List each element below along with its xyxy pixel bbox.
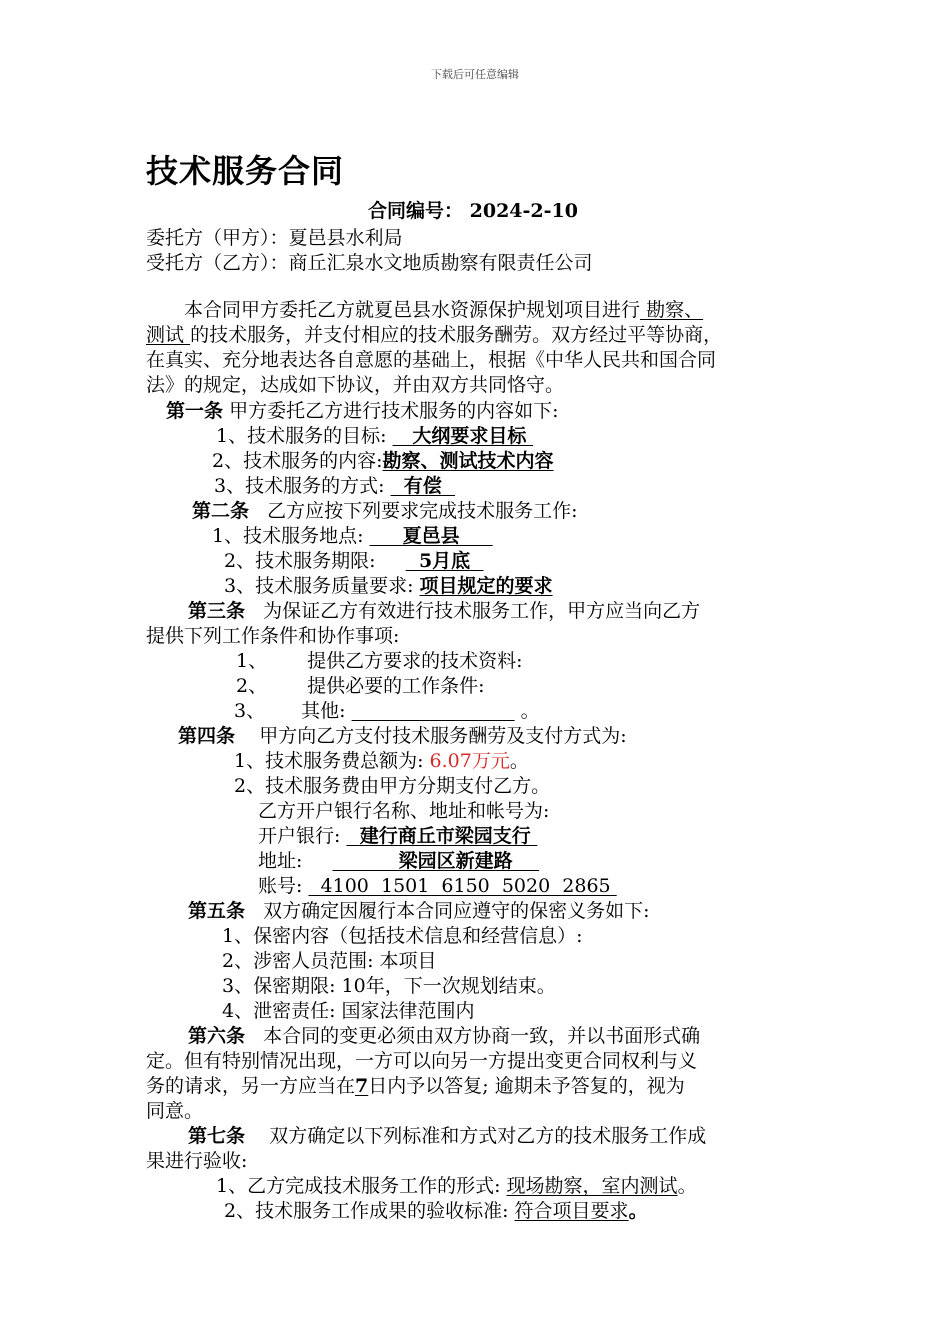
article-4-item-1 xyxy=(234,749,529,773)
bank-account-number: 4100 1501 6150 5020 2865 xyxy=(320,875,611,897)
article-6 xyxy=(188,1024,700,1048)
item-value-text: 有偿 xyxy=(403,475,442,497)
bank-account-value xyxy=(308,875,616,897)
item-value xyxy=(393,425,534,447)
item-value: 符合项目要求 xyxy=(514,1200,629,1222)
page-header-note: 下载后可任意编辑 xyxy=(431,68,519,81)
contractor-line xyxy=(146,251,593,275)
item-value: 项目规定的要求 xyxy=(419,575,553,597)
article-7-item-2 xyxy=(224,1199,648,1223)
intro-line-2 xyxy=(146,323,722,347)
article-2-item-3 xyxy=(224,574,553,598)
intro-line-4: 法》的规定，达成如下协议，并由双方共同恪守。 xyxy=(146,374,565,396)
article-4 xyxy=(178,724,627,748)
item-end: 。 xyxy=(509,750,529,772)
item-value-text: 大纲要求目标 xyxy=(412,425,527,447)
article-1-heading: 第一条 xyxy=(166,400,224,422)
item-text: 提供乙方要求的技术资料: xyxy=(307,650,523,672)
item-label: 1、乙方完成技术服务工作的形式: xyxy=(216,1175,501,1197)
client-line xyxy=(146,226,403,250)
client-value: 夏邑县水利局 xyxy=(288,227,403,249)
article-3-text: 为保证乙方有效进行技术服务工作，甲方应当向乙方 xyxy=(263,600,701,622)
item-value-text: 5月底 xyxy=(418,550,471,572)
article-2-item-2 xyxy=(224,549,483,573)
item-end: 。 xyxy=(677,1175,697,1197)
article-4-item-2: 2、技术服务费由甲方分期支付乙方。 xyxy=(234,775,551,797)
item-label: 2、技术服务的内容: xyxy=(212,450,383,472)
bank-name-label: 开户银行: xyxy=(258,825,341,847)
article-6-heading: 第六条 xyxy=(188,1025,246,1047)
intro-line-3: 在真实、充分地表达各自意愿的基础上，根据《中华人民共和国合同 xyxy=(146,349,717,371)
article-7-heading: 第七条 xyxy=(188,1125,246,1147)
intro-text: 的技术服务，并支付相应的技术服务酬劳。双方经过平等协商， xyxy=(190,324,723,346)
item-value xyxy=(391,475,455,497)
article-1-text: 甲方委托乙方进行技术服务的内容如下: xyxy=(229,400,559,422)
item-end: 。 xyxy=(628,1200,648,1222)
article-1-item-3 xyxy=(214,474,455,498)
article-6-line-2: 定。但有特别情况出现，一方可以向另一方提出变更合同权利与义 xyxy=(146,1050,698,1072)
intro-service-type-text: 勘察、 xyxy=(646,299,704,321)
intro-text: 本合同甲方委托乙方就夏邑县水资源保护规划项目进行 xyxy=(184,299,641,321)
article-3-heading: 第三条 xyxy=(188,600,246,622)
item-number: 2、 xyxy=(236,675,268,697)
intro-service-type-text: 测试 xyxy=(146,324,185,346)
bank-account-label: 账号: xyxy=(258,875,303,897)
article-6-text: 本合同的变更必须由双方协商一致，并以书面形式确 xyxy=(263,1025,701,1047)
article-1-item-1 xyxy=(216,424,533,448)
item-number: 3、 xyxy=(234,700,266,722)
article-3-text-2: 提供下列工作条件和协作事项: xyxy=(146,625,400,647)
article-3-item-3 xyxy=(234,699,540,723)
article-2-item-1 xyxy=(212,524,493,548)
bank-address-line xyxy=(258,849,539,873)
article-6-text: 日内予以答复; 逾期未予答复的，视为 xyxy=(368,1075,685,1097)
article-1 xyxy=(166,399,558,423)
item-label: 2、技术服务期限: xyxy=(224,550,376,572)
article-1-item-2 xyxy=(212,449,554,473)
item-end: 。 xyxy=(520,700,540,722)
article-3 xyxy=(188,599,700,623)
item-number: 1、 xyxy=(236,650,268,672)
article-7-item-1 xyxy=(216,1174,697,1198)
article-5-item-3: 3、保密期限: 10年，下一次规划结束。 xyxy=(222,975,556,997)
article-6-text: 务的请求，另一方应当在 xyxy=(146,1075,356,1097)
other-blank-field[interactable] xyxy=(352,700,515,722)
contract-number-label: 合同编号： xyxy=(368,200,464,222)
bank-account-line xyxy=(258,874,617,898)
bank-name-value xyxy=(346,825,537,847)
article-5-item-4: 4、泄密责任: 国家法律范围内 xyxy=(222,1000,475,1022)
item-value: 现场勘察，室内测试 xyxy=(506,1175,678,1197)
article-2-text: 乙方应按下列要求完成技术服务工作: xyxy=(267,500,578,522)
article-7-text: 双方确定以下列标准和方式对乙方的技术服务工作成 xyxy=(269,1125,707,1147)
item-text: 其他: xyxy=(301,700,346,722)
intro-service-type-1 xyxy=(640,299,703,321)
intro-line-1 xyxy=(184,298,703,322)
contractor-value: 商丘汇泉水文地质勘察有限责任公司 xyxy=(288,252,593,274)
article-7-text-2: 果进行验收: xyxy=(146,1150,248,1172)
bank-name-line xyxy=(258,824,537,848)
article-5-item-1: 1、保密内容（包括技术信息和经营信息）: xyxy=(222,925,583,947)
article-7 xyxy=(188,1124,706,1148)
article-2-heading: 第二条 xyxy=(192,500,250,522)
article-6-line-4: 同意。 xyxy=(146,1100,204,1122)
article-5-text: 双方确定因履行本合同应遵守的保密义务如下: xyxy=(263,900,650,922)
bank-name-text: 建行商丘市梁园支行 xyxy=(359,825,531,847)
item-label: 3、技术服务的方式: xyxy=(214,475,385,497)
reply-days: 7 xyxy=(355,1075,369,1097)
item-value xyxy=(406,550,484,572)
article-5-heading: 第五条 xyxy=(188,900,246,922)
article-4-heading: 第四条 xyxy=(178,725,236,747)
article-3-item-1 xyxy=(236,649,523,673)
document-title: 技术服务合同 xyxy=(146,152,345,190)
item-label: 3、技术服务质量要求: xyxy=(224,575,414,597)
item-label: 1、技术服务的目标: xyxy=(216,425,387,447)
contract-number-value: 2024-2-10 xyxy=(469,200,578,222)
intro-service-type-2 xyxy=(146,324,190,346)
article-2 xyxy=(192,499,578,523)
contractor-label: 受托方（乙方）： xyxy=(146,252,289,274)
contract-number xyxy=(368,199,578,223)
article-5 xyxy=(188,899,650,923)
article-6-line-3 xyxy=(146,1074,685,1098)
bank-address-label: 地址: xyxy=(258,850,303,872)
item-value xyxy=(370,525,493,547)
item-value-text: 夏邑县 xyxy=(402,525,460,547)
bank-address-value xyxy=(332,850,539,872)
bank-address-text: 梁园区新建路 xyxy=(398,850,513,872)
service-fee-total: 6.07万元 xyxy=(429,750,510,772)
item-label: 1、技术服务费总额为: xyxy=(234,750,424,772)
client-label: 委托方（甲方）： xyxy=(146,227,289,249)
item-value: 勘察、测试技术内容 xyxy=(382,450,554,472)
article-4-text: 甲方向乙方支付技术服务酬劳及支付方式为: xyxy=(259,725,627,747)
item-text: 提供必要的工作条件: xyxy=(307,675,485,697)
article-3-item-2 xyxy=(236,674,485,698)
item-label: 2、技术服务工作成果的验收标准: xyxy=(224,1200,509,1222)
bank-intro: 乙方开户银行名称、地址和帐号为: xyxy=(258,800,550,822)
article-5-item-2: 2、涉密人员范围: 本项目 xyxy=(222,950,437,972)
item-label: 1、技术服务地点: xyxy=(212,525,364,547)
